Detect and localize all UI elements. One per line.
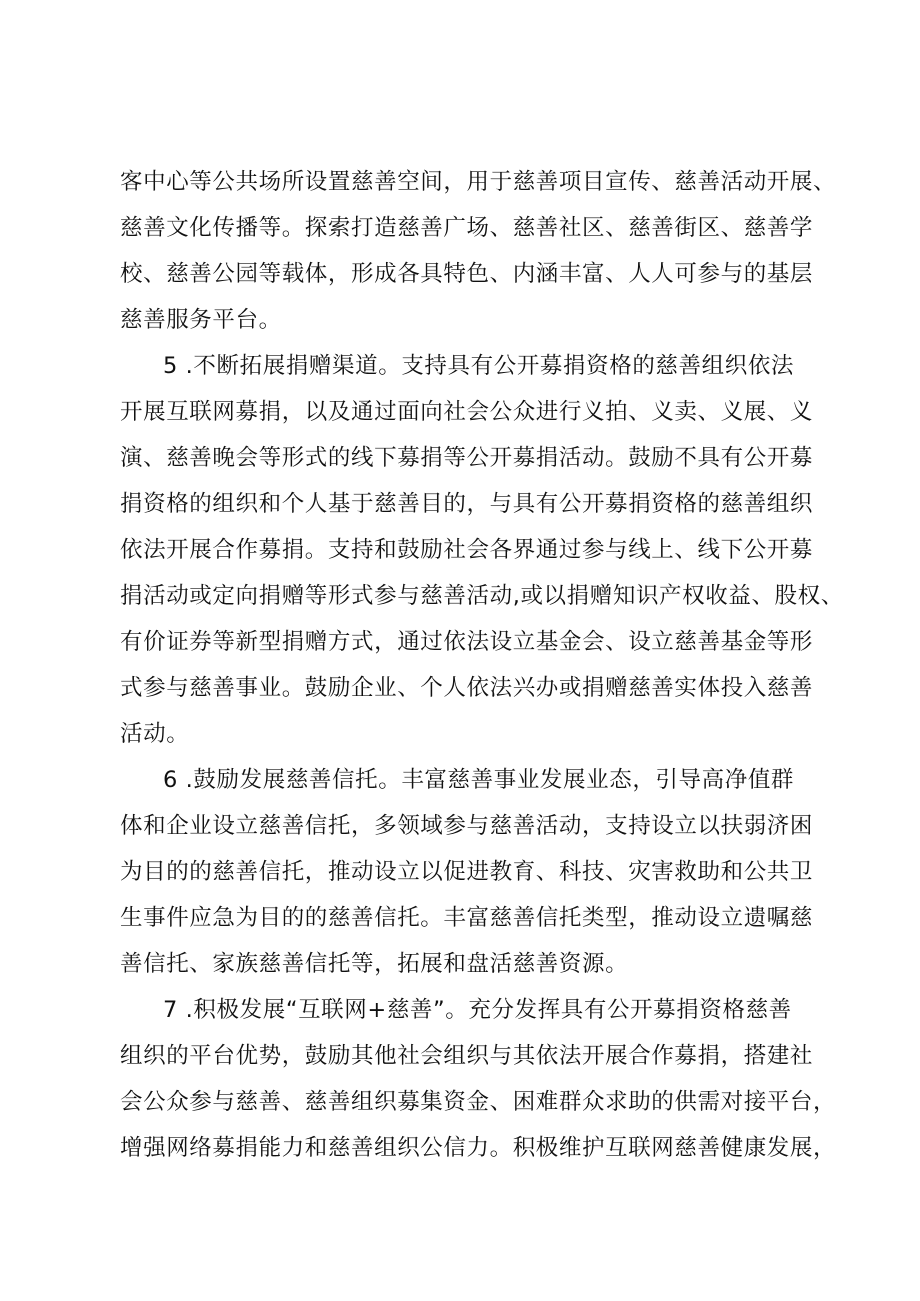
- text-line: 演、慈善晚会等形式的线下募捐等公开募捐活动。鼓励不具有公开募: [120, 445, 814, 471]
- text-line: 捐活动或定向捐赠等形式参与慈善活动,或以捐赠知识产权收益、股权、: [120, 583, 844, 609]
- text-line: 客中心等公共场所设置慈善空间，用于慈善项目宣传、慈善活动开展、: [120, 169, 837, 195]
- text-line: 有价证券等新型捐赠方式，通过依法设立基金会、设立慈善基金等形: [120, 629, 814, 655]
- text-line: 善信托、家族慈善信托等，拓展和盘活慈善资源。: [120, 951, 629, 977]
- text-line: 校、慈善公园等载体，形成各具特色、内涵丰富、人人可参与的基层: [120, 261, 814, 287]
- text-line: 为目的的慈善信托，推动设立以促进教育、科技、灾害救助和公共卫: [120, 859, 814, 885]
- text-line: 体和企业设立慈善信托，多领域参与慈善活动，支持设立以扶弱济困: [120, 813, 814, 839]
- text-line: 慈善文化传播等。探索打造慈善广场、慈善社区、慈善街区、慈善学: [120, 215, 814, 241]
- paragraph-7-first-line: 7 .积极发展“互联网+慈善”。充分发挥具有公开募捐资格慈善: [163, 997, 792, 1023]
- text-line: 会公众参与慈善、慈善组织募集资金、困难群众求助的供需对接平台，: [120, 1089, 837, 1115]
- text-line: 组织的平台优势，鼓励其他社会组织与其依法开展合作募捐，搭建社: [120, 1043, 814, 1069]
- text-line: 慈善服务平台。: [120, 307, 282, 333]
- text-line: 增强网络募捐能力和慈善组织公信力。积极维护互联网慈善健康发展，: [120, 1135, 837, 1161]
- text-line: 捐资格的组织和个人基于慈善目的，与具有公开募捐资格的慈善组织: [120, 491, 814, 517]
- paragraph-6-first-line: 6 .鼓励发展慈善信托。丰富慈善事业发展业态，引导高净值群: [163, 767, 795, 793]
- text-line: 依法开展合作募捐。支持和鼓励社会各界通过参与线上、线下公开募: [120, 537, 814, 563]
- text-line: 式参与慈善事业。鼓励企业、个人依法兴办或捐赠慈善实体投入慈善: [120, 675, 814, 701]
- paragraph-5-first-line: 5 .不断拓展捐赠渠道。支持具有公开募捐资格的慈善组织依法: [163, 353, 795, 379]
- text-line: 生事件应急为目的的慈善信托。丰富慈善信托类型，推动设立遗嘱慈: [120, 905, 814, 931]
- text-line: 活动。: [120, 721, 190, 747]
- text-line: 开展互联网募捐，以及通过面向社会公众进行义拍、义卖、义展、义: [120, 399, 814, 425]
